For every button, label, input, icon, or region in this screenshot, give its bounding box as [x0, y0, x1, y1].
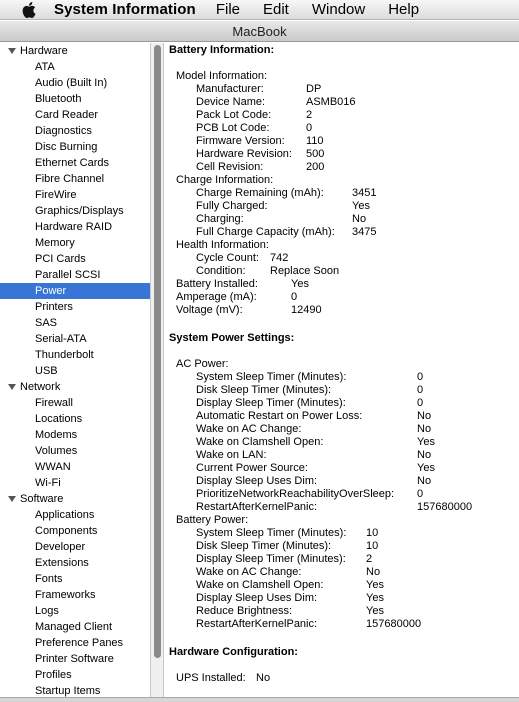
hardware-config-heading: Hardware Configuration:: [169, 646, 298, 658]
detail-key: Amperage (mA):: [176, 291, 257, 303]
sidebar-item-pci-cards[interactable]: PCI Cards: [35, 253, 86, 265]
detail-key: Current Power Source:: [196, 462, 308, 474]
sidebar-item-volumes[interactable]: Volumes: [35, 445, 78, 457]
detail-key: Cycle Count:: [196, 252, 259, 264]
scrollbar-thumb[interactable]: [154, 45, 161, 658]
sidebar-item-fibre-channel[interactable]: Fibre Channel: [35, 173, 105, 185]
detail-key: Wake on LAN:: [196, 449, 267, 461]
charge-info-label: Charge Information:: [176, 174, 274, 186]
sidebar-item-sas[interactable]: SAS: [35, 317, 58, 329]
sidebar-item-printers[interactable]: Printers: [35, 301, 73, 313]
sidebar-item-power[interactable]: Power: [0, 283, 150, 299]
detail-value: 110: [306, 135, 324, 147]
sidebar-item-developer[interactable]: Developer: [35, 541, 86, 553]
window-title: MacBook: [0, 21, 519, 42]
menu-app-name[interactable]: System Information: [54, 1, 196, 18]
sidebar-item-bluetooth[interactable]: Bluetooth: [35, 93, 82, 105]
sidebar-item-preference-panes[interactable]: Preference Panes: [35, 637, 124, 649]
detail-value: 157680000: [366, 618, 422, 630]
detail-value: 0: [417, 384, 424, 396]
detail-key: Wake on AC Change:: [196, 566, 302, 578]
sidebar-item-parallel-scsi[interactable]: Parallel SCSI: [35, 269, 101, 281]
detail-value: 2: [306, 109, 313, 121]
detail-key: RestartAfterKernelPanic:: [196, 618, 318, 630]
sidebar-item-logs[interactable]: Logs: [35, 605, 59, 617]
sidebar-item-modems[interactable]: Modems: [35, 429, 78, 441]
detail-value: 3475: [352, 226, 377, 238]
sidebar-item-printer-software[interactable]: Printer Software: [35, 653, 114, 665]
detail-value: 10: [366, 527, 379, 539]
sidebar-item-disc-burning[interactable]: Disc Burning: [35, 141, 98, 153]
detail-value: Yes: [291, 278, 309, 290]
health-info-label: Health Information:: [176, 239, 269, 251]
category-label: Network: [20, 381, 61, 393]
detail-key: Automatic Restart on Power Loss:: [196, 410, 363, 422]
detail-value: 0: [291, 291, 298, 303]
detail-key: System Sleep Timer (Minutes):: [196, 371, 347, 383]
sidebar-item-extensions[interactable]: Extensions: [35, 557, 89, 569]
sidebar-item-fonts[interactable]: Fonts: [35, 573, 63, 585]
detail-value: 0: [417, 488, 424, 500]
detail-value: Yes: [417, 462, 435, 474]
detail-key: Cell Revision:: [196, 161, 264, 173]
sidebar-item-profiles[interactable]: Profiles: [35, 669, 72, 681]
battery-power-label: Battery Power:: [176, 514, 249, 526]
sidebar-item-serial-ata[interactable]: Serial-ATA: [35, 333, 87, 345]
menu-bar: [0, 0, 519, 20]
apple-icon[interactable]: [16, 0, 42, 20]
detail-value: No: [366, 566, 381, 578]
sidebar-item-diagnostics[interactable]: Diagnostics: [35, 125, 92, 137]
status-bar: [0, 697, 519, 702]
sidebar-item-firewire[interactable]: FireWire: [35, 189, 77, 201]
detail-value: Yes: [366, 592, 384, 604]
detail-value: 2: [366, 553, 373, 565]
sidebar-item-ata[interactable]: ATA: [35, 61, 55, 73]
detail-key: Display Sleep Uses Dim:: [196, 592, 318, 604]
detail-value: Yes: [366, 579, 384, 591]
sidebar-item-components[interactable]: Components: [35, 525, 98, 537]
detail-key: Manufacturer:: [196, 83, 264, 95]
detail-value: No: [352, 213, 367, 225]
sidebar-item-thunderbolt[interactable]: Thunderbolt: [35, 349, 94, 361]
detail-value: ASMB016: [306, 96, 356, 108]
menu-file[interactable]: File: [215, 1, 240, 18]
sidebar-item-locations[interactable]: Locations: [35, 413, 83, 425]
detail-value: Replace Soon: [270, 265, 340, 277]
detail-key: UPS Installed:: [176, 672, 246, 684]
detail-key: Display Sleep Uses Dim:: [196, 475, 318, 487]
menu-window[interactable]: Window: [311, 1, 366, 18]
detail-value: 200: [306, 161, 325, 173]
detail-key: Condition:: [196, 265, 246, 277]
sidebar-item-applications[interactable]: Applications: [35, 509, 95, 521]
sidebar-item-wi-fi[interactable]: Wi-Fi: [35, 477, 61, 489]
detail-key: Wake on Clamshell Open:: [196, 579, 324, 591]
detail-key: PrioritizeNetworkReachabilityOverSleep:: [196, 488, 395, 500]
detail-value: No: [256, 672, 271, 684]
detail-key: Display Sleep Timer (Minutes):: [196, 397, 346, 409]
detail-key: Charge Remaining (mAh):: [196, 187, 324, 199]
detail-pane: [164, 43, 519, 702]
detail-key: Wake on AC Change:: [196, 423, 302, 435]
detail-key: System Sleep Timer (Minutes):: [196, 527, 347, 539]
detail-key: Battery Installed:: [176, 278, 258, 290]
sidebar-item-frameworks[interactable]: Frameworks: [35, 589, 96, 601]
sidebar-item-memory[interactable]: Memory: [35, 237, 75, 249]
ac-power-label: AC Power:: [176, 358, 229, 370]
menu-help[interactable]: Help: [388, 1, 420, 18]
sidebar-item-usb[interactable]: USB: [35, 365, 58, 377]
detail-value: 12490: [291, 304, 322, 316]
sidebar-category-network[interactable]: [0, 379, 150, 395]
detail-key: Pack Lot Code:: [196, 109, 272, 121]
sidebar-item-hardware-raid[interactable]: Hardware RAID: [35, 221, 113, 233]
sidebar: [0, 43, 150, 702]
detail-value: 0: [417, 397, 424, 409]
detail-key: PCB Lot Code:: [196, 122, 270, 134]
detail-value: 3451: [352, 187, 377, 199]
sidebar-category-software[interactable]: [0, 491, 150, 507]
sidebar-item-startup-items[interactable]: Startup Items: [35, 685, 101, 697]
sidebar-category-hardware[interactable]: [0, 43, 150, 59]
model-info-label: Model Information:: [176, 70, 268, 82]
sidebar-item-ethernet-cards[interactable]: Ethernet Cards: [35, 157, 109, 169]
detail-key: Hardware Revision:: [196, 148, 292, 160]
sidebar-item-managed-client[interactable]: Managed Client: [35, 621, 113, 633]
detail-key: Wake on Clamshell Open:: [196, 436, 324, 448]
detail-value: 500: [306, 148, 325, 160]
detail-value: No: [417, 423, 432, 435]
battery-info-heading: Battery Information:: [169, 44, 275, 56]
detail-key: Full Charge Capacity (mAh):: [196, 226, 335, 238]
detail-value: 10: [366, 540, 379, 552]
detail-value: Yes: [352, 200, 370, 212]
detail-value: DP: [306, 83, 322, 95]
sidebar-scrollbar[interactable]: [150, 43, 164, 702]
detail-value: No: [417, 449, 432, 461]
detail-key: Voltage (mV):: [176, 304, 243, 316]
menu-edit[interactable]: Edit: [263, 1, 289, 18]
detail-key: Disk Sleep Timer (Minutes):: [196, 540, 332, 552]
detail-value: No: [417, 410, 432, 422]
detail-value: No: [417, 475, 432, 487]
disclosure-triangle-icon[interactable]: [8, 47, 16, 55]
detail-key: RestartAfterKernelPanic:: [196, 501, 318, 513]
sidebar-item-audio-built-in[interactable]: Audio (Built In): [35, 77, 108, 89]
disclosure-triangle-icon[interactable]: [8, 383, 16, 391]
sidebar-item-card-reader[interactable]: Card Reader: [35, 109, 98, 121]
power-settings-heading: System Power Settings:: [169, 332, 295, 344]
category-label: Software: [20, 493, 64, 505]
category-label: Hardware: [20, 45, 68, 57]
detail-value: Yes: [366, 605, 384, 617]
detail-key: Fully Charged:: [196, 200, 268, 212]
detail-value: 0: [306, 122, 313, 134]
detail-key: Disk Sleep Timer (Minutes):: [196, 384, 332, 396]
detail-value: 742: [270, 252, 289, 264]
detail-key: Reduce Brightness:: [196, 605, 292, 617]
sidebar-item-wwan[interactable]: WWAN: [35, 461, 71, 473]
detail-key: Display Sleep Timer (Minutes):: [196, 553, 346, 565]
detail-key: Firmware Version:: [196, 135, 285, 147]
sidebar-item-graphics-displays[interactable]: Graphics/Displays: [35, 205, 124, 217]
detail-value: 0: [417, 371, 424, 383]
disclosure-triangle-icon[interactable]: [8, 495, 16, 503]
detail-key: Device Name:: [196, 96, 266, 108]
sidebar-item-firewall[interactable]: Firewall: [35, 397, 73, 409]
detail-key: Charging:: [196, 213, 244, 225]
detail-value: Yes: [417, 436, 435, 448]
detail-value: 157680000: [417, 501, 473, 513]
